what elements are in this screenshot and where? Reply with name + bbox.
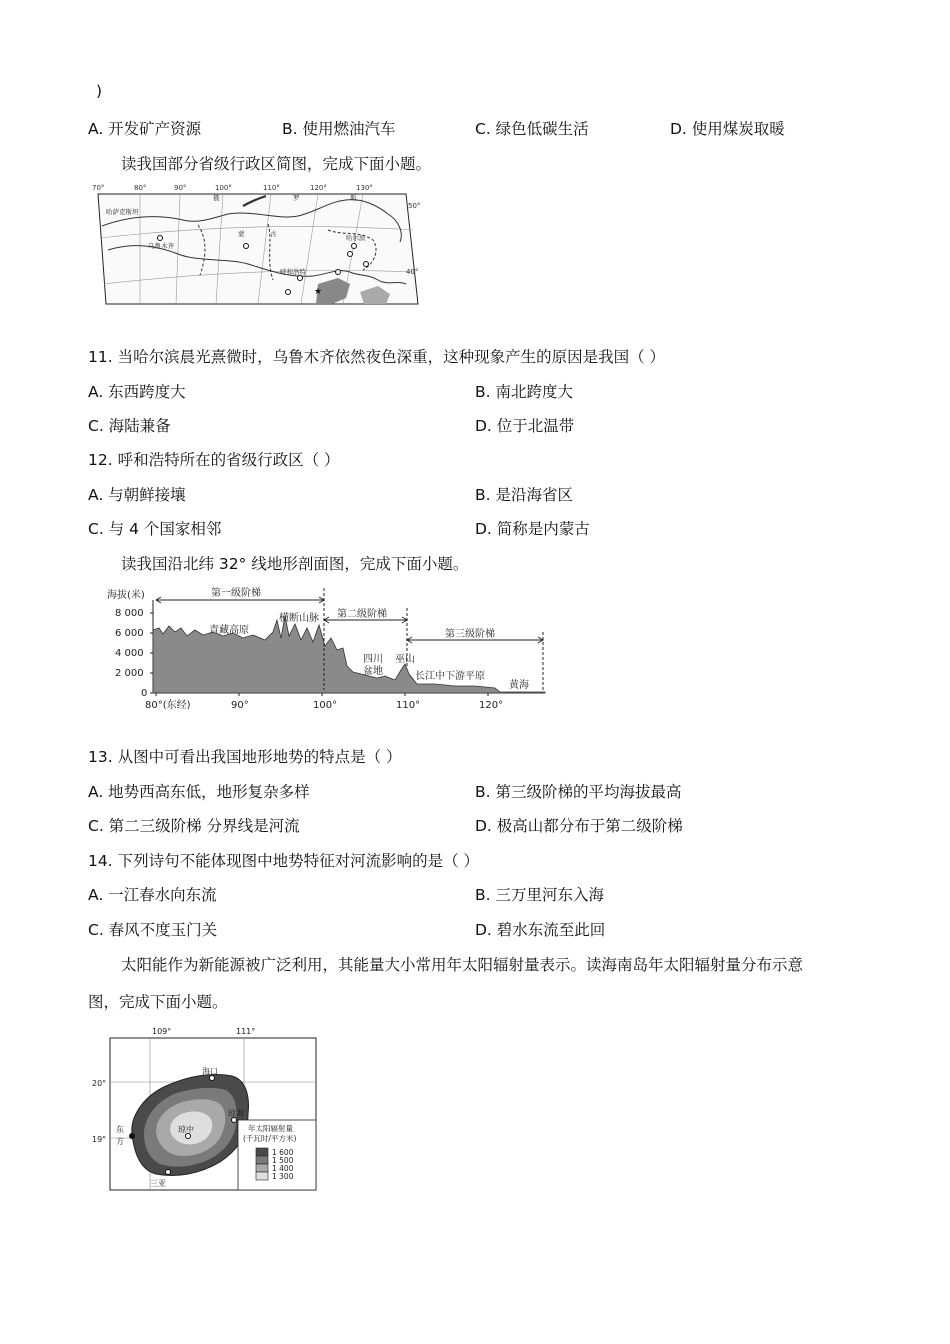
q12-stem: 12. 呼和浩特所在的省级行政区（ ）: [88, 451, 340, 469]
map-label-kazakhstan: 哈萨克斯坦: [106, 208, 139, 216]
q14-option-d[interactable]: D. 碧水东流至此回: [475, 921, 606, 939]
hainan-radiation-map: [88, 1024, 320, 1196]
hainan-lon-109: 109°: [152, 1027, 172, 1036]
map-label-meng: 蒙: [238, 230, 245, 238]
profile-ytick-8000: 8 000: [115, 608, 144, 619]
terrain-profile-figure: [105, 580, 560, 718]
intro-profile-text: 读我国沿北纬 32° 线地形剖面图，完成下面小题。: [121, 555, 469, 573]
legend-title-2: (千瓦时/平方米): [243, 1134, 297, 1143]
q13-option-c[interactable]: C. 第二三级阶梯 分界线是河流: [88, 817, 300, 835]
map-label-e: 俄: [213, 194, 220, 202]
q11-option-d[interactable]: D. 位于北温带: [475, 417, 575, 435]
intro-solar-line1: 太阳能作为新能源被广泛利用，其能量大小常用年太阳辐射量表示。读海南岛年太阳辐射量分布示意: [121, 956, 804, 974]
q13-option-b[interactable]: B. 第三级阶梯的平均海拔最高: [475, 783, 682, 801]
q14-option-b[interactable]: B. 三万里河东入海: [475, 886, 604, 904]
profile-xtick-120: 120°: [479, 700, 504, 711]
profile-ytick-4000: 4 000: [115, 648, 144, 659]
map-label-hohhot: 呼和浩特: [280, 268, 306, 276]
map-lon-label-70: 70°: [92, 184, 105, 192]
profile-label-hengduan: 横断山脉: [279, 613, 319, 624]
hainan-lat-19: 19°: [92, 1135, 107, 1144]
profile-step3-label: 第三级阶梯: [445, 629, 495, 640]
profile-step2-label: 第二级阶梯: [337, 609, 387, 620]
map-label-harbin: 哈尔滨: [346, 234, 366, 242]
profile-xtick-110: 110°: [396, 700, 421, 711]
hainan-label-qionghai: 琼海: [228, 1109, 244, 1118]
legend-value-1600: 1 600: [272, 1148, 294, 1157]
q13-option-d[interactable]: D. 极高山都分布于第二级阶梯: [475, 817, 683, 835]
legend-swatch-1300: [256, 1172, 268, 1180]
profile-label-huanghai: 黄海: [509, 680, 529, 691]
legend-swatch-1600: [256, 1148, 268, 1156]
map-label-gu: 古: [270, 230, 277, 238]
q10-option-c[interactable]: C. 绿色低碳生活: [475, 120, 589, 138]
q12-option-a[interactable]: A. 与朝鲜接壤: [88, 486, 186, 504]
profile-ytick-2000: 2 000: [115, 668, 144, 679]
profile-xtick-90: 90°: [231, 700, 249, 711]
map-lat-label-40: 40°: [406, 268, 419, 276]
profile-ytick-6000: 6 000: [115, 628, 144, 639]
map-lon-label-90: 90°: [174, 184, 187, 192]
legend-value-1300: 1 300: [272, 1172, 294, 1181]
profile-xtick-100: 100°: [313, 700, 338, 711]
intro-solar-line2: 图，完成下面小题。: [88, 993, 228, 1011]
hainan-label-qiongzhong: 琼中: [178, 1125, 194, 1134]
map-lon-label-130: 130°: [356, 184, 373, 192]
legend-swatch-1400: [256, 1164, 268, 1172]
map-lon-label-110: 110°: [263, 184, 280, 192]
hainan-lat-20: 20°: [92, 1079, 107, 1088]
profile-label-pendi: 盆地: [363, 666, 383, 677]
map-lon-label-80: 80°: [134, 184, 147, 192]
map-lon-label-100: 100°: [215, 184, 232, 192]
legend-swatch-1500: [256, 1156, 268, 1164]
q11-option-c[interactable]: C. 海陆兼备: [88, 417, 171, 435]
profile-ylabel: 海拔(米): [107, 590, 145, 601]
q14-option-a[interactable]: A. 一江春水向东流: [88, 886, 217, 904]
q14-option-c[interactable]: C. 春风不度玉门关: [88, 921, 218, 939]
q12-option-b[interactable]: B. 是沿海省区: [475, 486, 573, 504]
profile-xtick-80: 80°(东经): [145, 700, 191, 711]
q10-option-b[interactable]: B. 使用燃油汽车: [282, 120, 396, 138]
hainan-label-sanya: 三亚: [150, 1179, 166, 1188]
intro-map-text: 读我国部分省级行政区简图，完成下面小题。: [121, 155, 432, 173]
hainan-label-haikou: 海口: [202, 1067, 218, 1076]
q13-option-a[interactable]: A. 地势西高东低，地形复杂多样: [88, 783, 310, 801]
q10-option-d[interactable]: D. 使用煤炭取暖: [670, 120, 785, 138]
hainan-label-dong: 东: [116, 1125, 124, 1134]
map-label-si: 斯: [350, 194, 357, 202]
profile-label-qingzang: 青藏高原: [209, 625, 249, 636]
profile-step1-label: 第一级阶梯: [211, 588, 261, 599]
q12-option-d[interactable]: D. 简称是内蒙古: [475, 520, 590, 538]
q10-option-a[interactable]: A. 开发矿产资源: [88, 120, 202, 138]
map-lat-label-50: 50°: [408, 202, 421, 210]
question-fragment: ): [96, 82, 103, 100]
profile-label-wushan: 巫山: [395, 654, 415, 665]
map-label-urumqi: 乌鲁木齐: [148, 242, 174, 250]
map-label-luo: 罗: [293, 194, 300, 202]
legend-value-1500: 1 500: [272, 1156, 294, 1165]
q11-option-a[interactable]: A. 东西跨度大: [88, 383, 186, 401]
svg-text:★: ★: [314, 287, 323, 297]
profile-label-changjiang: 长江中下游平原: [415, 671, 485, 682]
q11-stem: 11. 当哈尔滨晨光熹微时，乌鲁木齐依然夜色深重，这种现象产生的原因是我国（ ）: [88, 348, 666, 366]
q13-stem: 13. 从图中可看出我国地形地势的特点是（ ）: [88, 748, 402, 766]
profile-ytick-0: 0: [141, 688, 148, 699]
q14-stem: 14. 下列诗句不能体现图中地势特征对河流影响的是（ ）: [88, 852, 480, 870]
legend-value-1400: 1 400: [272, 1164, 294, 1173]
profile-label-sichuan: 四川: [363, 654, 383, 665]
hainan-label-fang: 方: [116, 1137, 124, 1146]
map-lon-label-120: 120°: [310, 184, 327, 192]
hainan-lon-111: 111°: [236, 1027, 256, 1036]
q12-option-c[interactable]: C. 与 4 个国家相邻: [88, 520, 222, 538]
province-map-figure: [88, 180, 433, 310]
legend-title-1: 年太阳辐射量: [248, 1124, 293, 1133]
q11-option-b[interactable]: B. 南北跨度大: [475, 383, 573, 401]
